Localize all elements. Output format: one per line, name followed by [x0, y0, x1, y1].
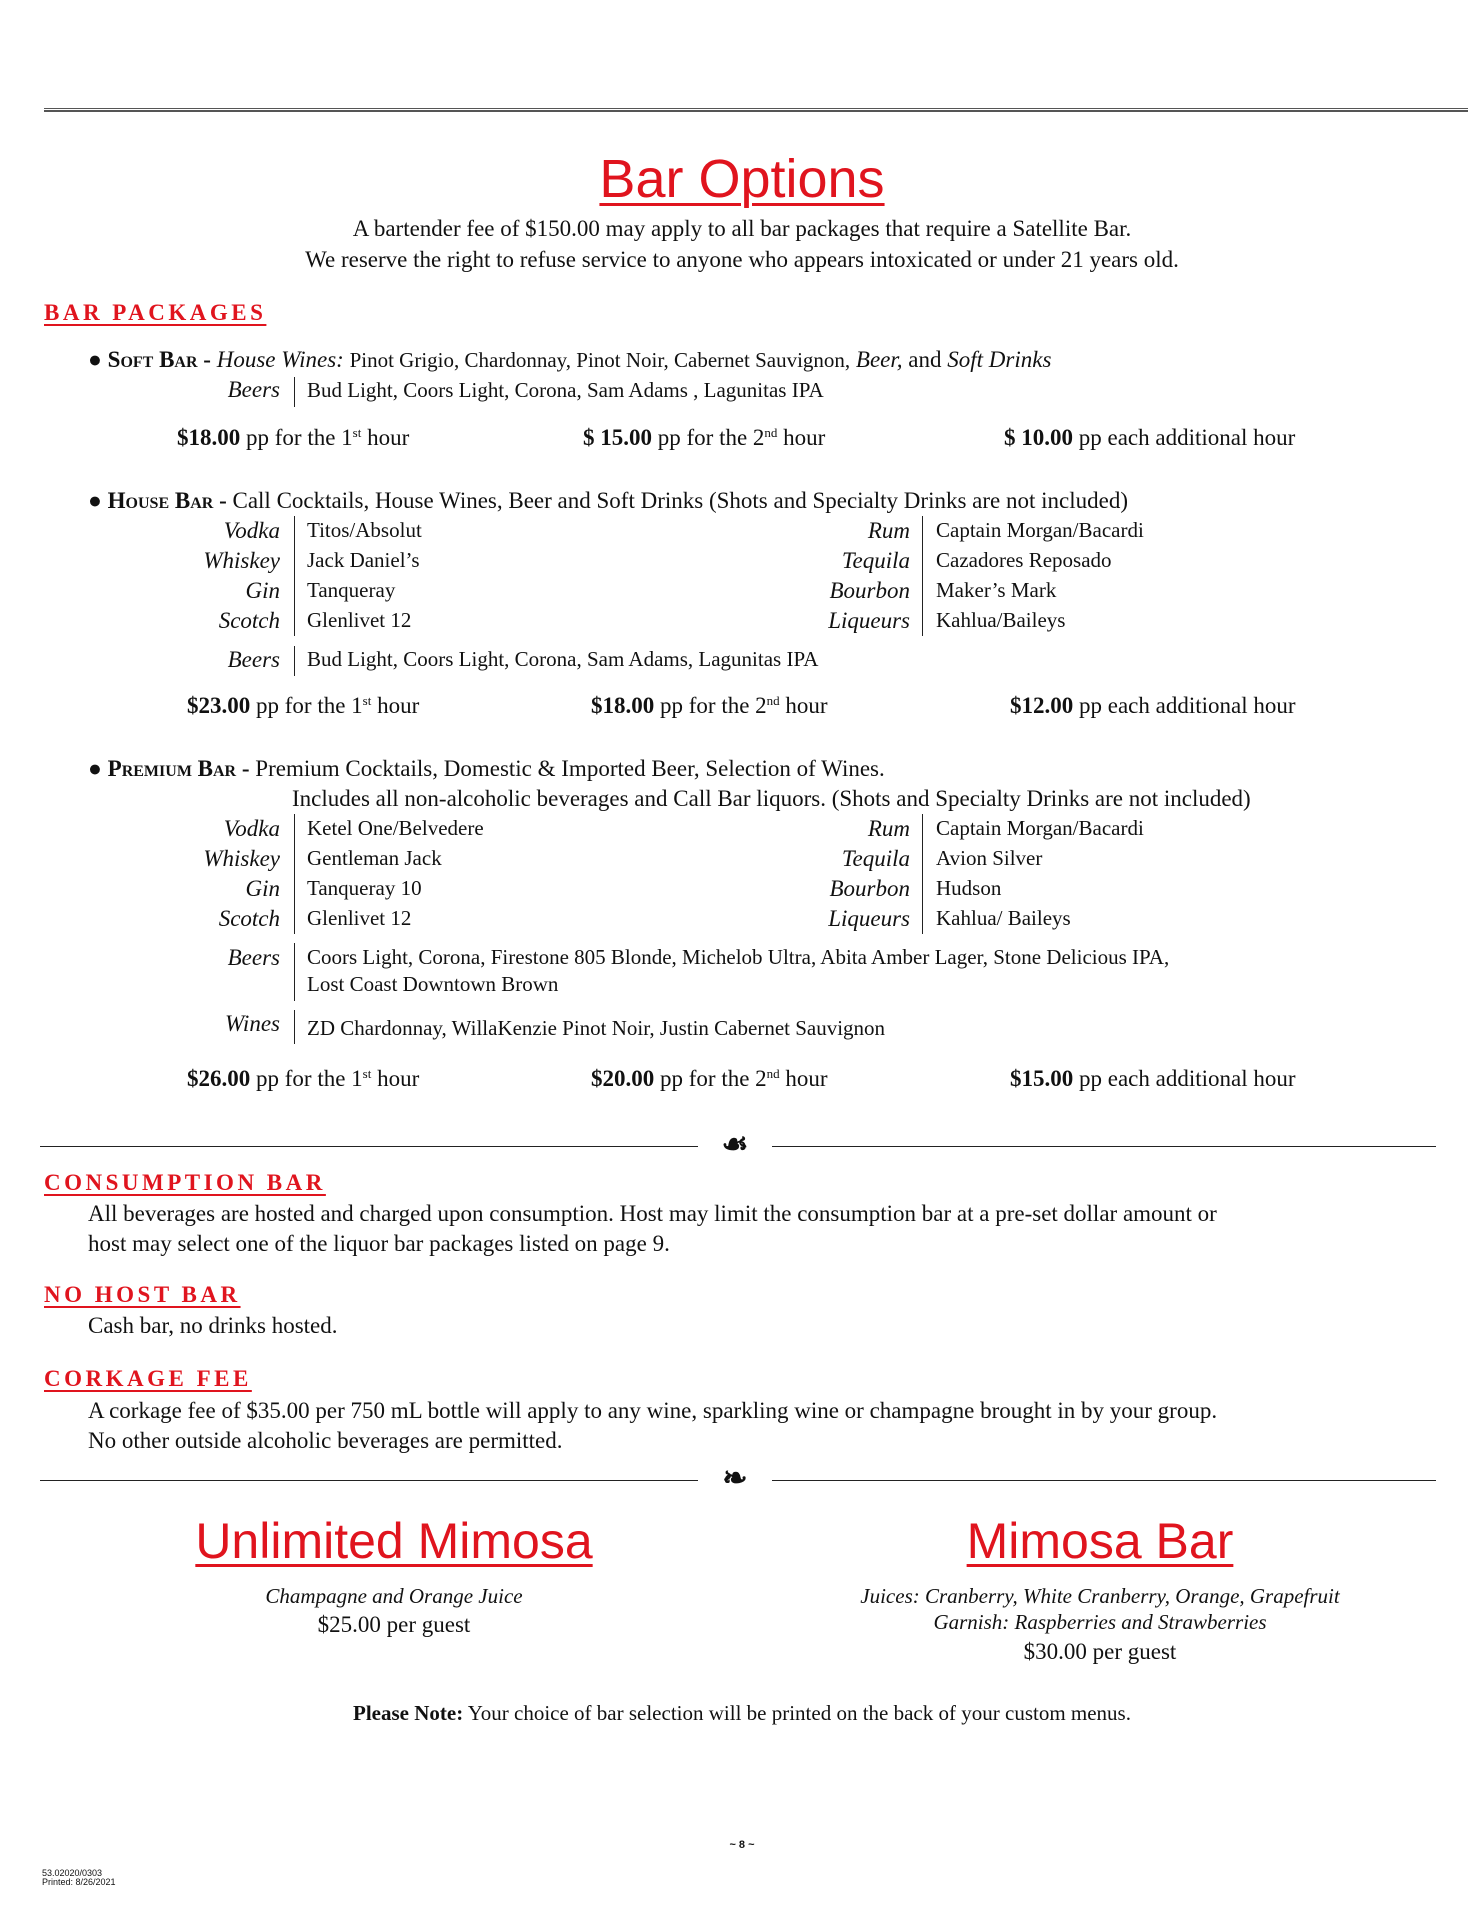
consumption-line-1: All beverages are hosted and charged upon consumption. Host may limit the consumption bar at a pre-set dollar amount or: [88, 1201, 1217, 1226]
premium-right-value: Hudson: [936, 876, 1002, 900]
document-code: 53.02020/0303: [42, 1868, 103, 1878]
unlimited-mimosa-title: Unlimited Mimosa: [195, 1513, 593, 1569]
premium-left-label: Vodka: [223, 816, 280, 841]
premium-bar-desc-1: Premium Cocktails, Domestic & Imported Beer, Selection of Wines.: [255, 756, 885, 781]
soft-bar-wines-label: House Wines:: [216, 347, 344, 372]
soft-beers-list: Bud Light, Coors Light, Corona, Sam Adams , Lagunitas IPA: [307, 378, 824, 402]
premium-left-value: Tanqueray 10: [307, 876, 422, 900]
divider: [922, 516, 923, 636]
divider: [922, 814, 923, 934]
house-left-value: Glenlivet 12: [307, 608, 412, 632]
unlimited-mimosa-desc: Champagne and Orange Juice: [265, 1584, 523, 1608]
house-right-label: Bourbon: [829, 578, 910, 603]
premium-right-label: Rum: [867, 816, 910, 841]
soft-price-additional-hour: $ 10.00 pp each additional hour: [1004, 425, 1296, 450]
soft-bar-name: Soft Bar -: [107, 347, 211, 372]
unlimited-mimosa-price: $25.00 per guest: [317, 1612, 471, 1637]
premium-wines-list: ZD Chardonnay, WillaKenzie Pinot Noir, Justin Cabernet Sauvignon: [307, 1016, 886, 1040]
fleuron-ornament-icon: ☙: [721, 1128, 749, 1161]
house-price-additional-hour: $12.00 pp each additional hour: [1010, 693, 1296, 718]
house-left-label: Whiskey: [203, 548, 280, 573]
premium-left-value: Gentleman Jack: [307, 846, 442, 870]
bullet-icon: ●: [88, 756, 102, 781]
premium-wines-label: Wines: [225, 1011, 280, 1036]
please-note-label: Please Note:: [353, 1701, 464, 1725]
separator-line: [40, 1146, 698, 1147]
soft-bar-wines-list: Pinot Grigio, Chardonnay, Pinot Noir, Cabernet Sauvignon,: [349, 348, 851, 372]
premium-left-label: Whiskey: [203, 846, 280, 871]
premium-bar-line: [88, 756, 885, 782]
premium-right-label: Tequila: [841, 846, 910, 871]
house-right-label: Liqueurs: [828, 608, 910, 633]
divider: [294, 943, 295, 1001]
house-right-value: Cazadores Reposado: [936, 548, 1112, 572]
fleuron-ornament-icon: ❧: [722, 1462, 748, 1495]
house-beers-list: Bud Light, Coors Light, Corona, Sam Adams, Lagunitas IPA: [307, 647, 819, 671]
corkage-line-1: A corkage fee of $35.00 per 750 mL bottle will apply to any wine, sparkling wine or champagne brought in by your group.: [88, 1398, 1218, 1423]
premium-right-label: Liqueurs: [828, 906, 910, 931]
premium-beers-line-1: Coors Light, Corona, Firestone 805 Blonde, Michelob Ultra, Abita Amber Lager, Stone Delicious IPA,: [307, 945, 1170, 969]
premium-right-value: Kahlua/ Baileys: [936, 906, 1071, 930]
premium-left-label: Scotch: [218, 906, 280, 931]
house-right-value: Captain Morgan/Bacardi: [936, 518, 1144, 542]
house-bar-line: [88, 488, 1128, 514]
divider: [294, 814, 295, 934]
no-host-line-1: Cash bar, no drinks hosted.: [88, 1313, 338, 1338]
divider: [294, 516, 295, 636]
premium-price-second-hour: $20.00 pp for the 2nd hour: [591, 1066, 828, 1091]
intro-line-2: We reserve the right to refuse service to anyone who appears intoxicated or under 21 years old.: [305, 247, 1179, 272]
mimosa-bar-title: Mimosa Bar: [966, 1513, 1234, 1569]
house-left-value: Titos/Absolut: [307, 518, 422, 542]
soft-price-second-hour: $ 15.00 pp for the 2nd hour: [583, 425, 826, 450]
section-heading-consumption-bar: CONSUMPTION BAR: [44, 1170, 326, 1195]
house-right-label: Tequila: [841, 548, 910, 573]
premium-right-value: Captain Morgan/Bacardi: [936, 816, 1144, 840]
house-right-value: Maker’s Mark: [936, 578, 1057, 602]
premium-price-first-hour: $26.00 pp for the 1st hour: [187, 1066, 420, 1091]
premium-left-value: Ketel One/Belvedere: [307, 816, 484, 840]
premium-beers-label: Beers: [227, 945, 280, 970]
mimosa-bar-juices: Juices: Cranberry, White Cranberry, Orange, Grapefruit: [860, 1584, 1340, 1608]
mimosa-bar-price: $30.00 per guest: [1023, 1639, 1177, 1664]
premium-left-value: Glenlivet 12: [307, 906, 412, 930]
page-title: Bar Options: [599, 149, 885, 209]
premium-left-label: Gin: [245, 876, 280, 901]
premium-right-value: Avion Silver: [936, 846, 1043, 870]
soft-bar-line: [88, 347, 1051, 373]
section-heading-bar-packages: BAR PACKAGES: [44, 300, 267, 325]
soft-bar-soft-drinks: Soft Drinks: [947, 347, 1052, 372]
divider: [294, 1010, 295, 1044]
divider: [294, 377, 295, 407]
house-price-second-hour: $18.00 pp for the 2nd hour: [591, 693, 828, 718]
top-rule: [44, 108, 1468, 112]
premium-bar-desc-2: Includes all non-alcoholic beverages and Call Bar liquors. (Shots and Specialty Drinks are not included): [292, 786, 1251, 811]
house-bar-name: House Bar -: [107, 488, 227, 513]
intro-line-1: A bartender fee of $150.00 may apply to all bar packages that require a Satellite Bar.: [352, 216, 1132, 241]
separator-line: [772, 1146, 1436, 1147]
premium-right-label: Bourbon: [829, 876, 910, 901]
house-left-value: Jack Daniel’s: [307, 548, 420, 572]
house-beers-label: Beers: [227, 647, 280, 672]
house-right-value: Kahlua/Baileys: [936, 608, 1066, 632]
please-note: [0, 1701, 1484, 1726]
soft-bar-beer: Beer,: [855, 347, 903, 372]
page-number: ~ 8 ~: [729, 1839, 755, 1851]
bullet-icon: ●: [88, 347, 102, 372]
house-bar-desc: Call Cocktails, House Wines, Beer and Soft Drinks (Shots and Specialty Drinks are not included): [232, 488, 1128, 513]
separator-line: [40, 1480, 698, 1481]
house-left-label: Gin: [245, 578, 280, 603]
house-left-label: Scotch: [218, 608, 280, 633]
please-note-text: Your choice of bar selection will be printed on the back of your custom menus.: [467, 1701, 1131, 1725]
separator-line: [772, 1480, 1436, 1481]
bullet-icon: ●: [88, 488, 102, 513]
soft-beers-label: Beers: [227, 377, 280, 402]
divider: [294, 646, 295, 676]
printed-date: Printed: 8/26/2021: [42, 1877, 116, 1887]
premium-bar-name: Premium Bar -: [107, 756, 250, 781]
section-heading-no-host-bar: NO HOST BAR: [44, 1282, 241, 1307]
soft-bar-and: and: [908, 347, 942, 372]
section-heading-corkage-fee: CORKAGE FEE: [44, 1366, 252, 1391]
house-left-label: Vodka: [223, 518, 280, 543]
soft-price-first-hour: $18.00 pp for the 1st hour: [177, 425, 410, 450]
corkage-line-2: No other outside alcoholic beverages are permitted.: [88, 1428, 563, 1453]
house-left-value: Tanqueray: [307, 578, 396, 602]
house-right-label: Rum: [867, 518, 910, 543]
premium-price-additional-hour: $15.00 pp each additional hour: [1010, 1066, 1296, 1091]
mimosa-bar-garnish: Garnish: Raspberries and Strawberries: [933, 1610, 1267, 1634]
house-price-first-hour: $23.00 pp for the 1st hour: [187, 693, 420, 718]
premium-beers-line-2: Lost Coast Downtown Brown: [307, 972, 559, 996]
consumption-line-2: host may select one of the liquor bar packages listed on page 9.: [88, 1231, 670, 1256]
